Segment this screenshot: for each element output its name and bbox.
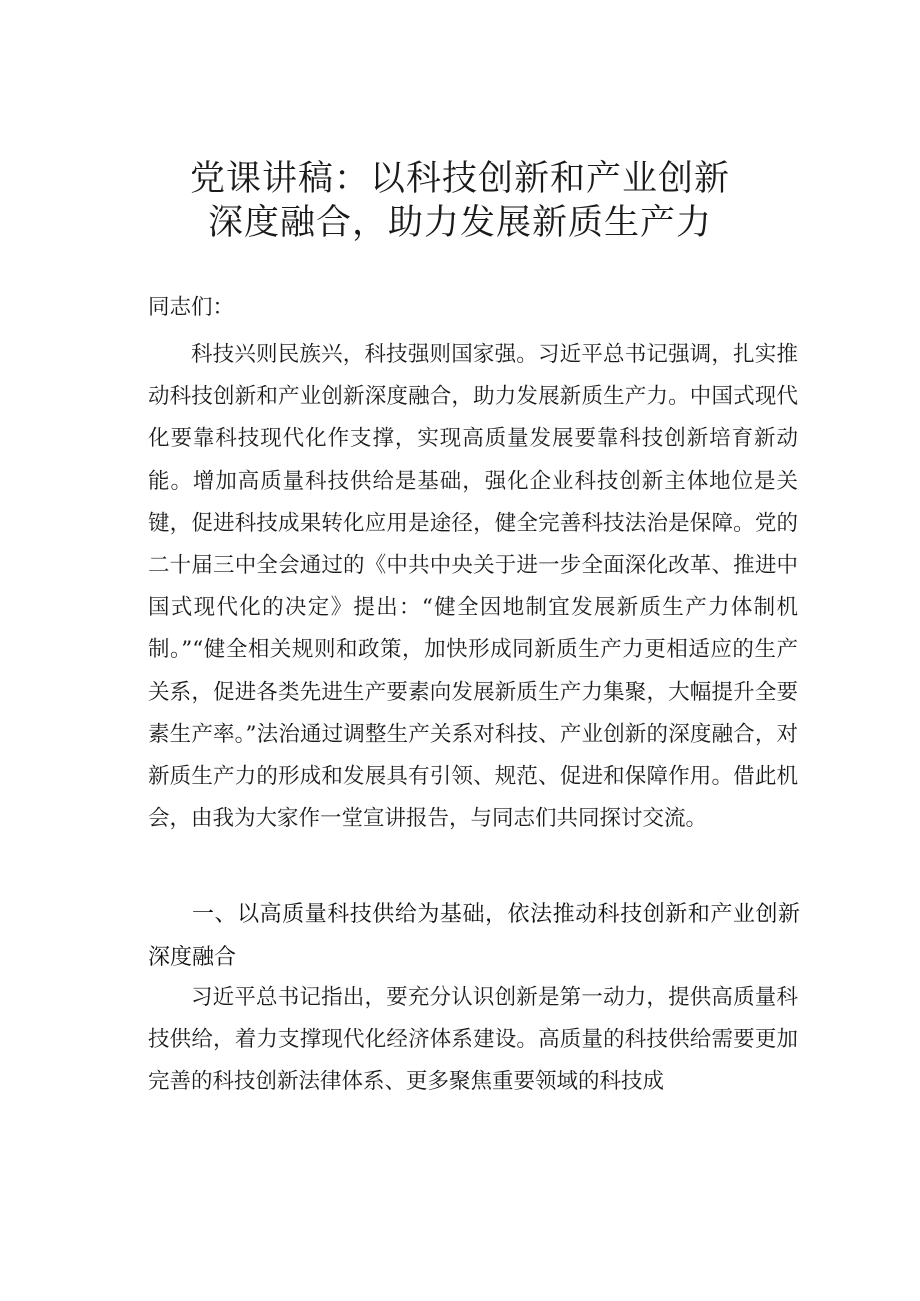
intro-paragraph: 科技兴则民族兴，科技强则国家强。习近平总书记强调，扎实推动科技创新和产业创新深度融合，助力发展新质生产力。中国式现代化要靠科技现代化作支撑，实现高质量发展要靠科技创新培育新动能。增加高质量科技供给是基础，强化企业科技创新主体地位是关键，促进科技成果转化应用是途径，健全完善科技法治是保障。党的二十届三中全会通过的《中共中央关于进一步全面深化改革、推进中国式现代化的决定》提出：“健全因地制宜发展新质生产力体制机制。”“健全相关规则和政策，加快形成同新质生产力更相适应的生产关系，促进各类先进生产要素向发展新质生产力集聚，大幅提升全要素生产率。”法治通过调整生产关系对科技、产业创新的深度融合，对新质生产力的形成和发展具有引领、规范、促进和保障作用。借此机会，由我为大家作一堂宣讲报告，与同志们共同探讨交流。: [148, 342, 798, 832]
section-1-paragraph: 习近平总书记指出，要充分认识创新是第一动力，提供高质量科技供给，着力支撑现代化经济体系建设。高质量的科技供给需要更加完善的科技创新法律体系、更多聚焦重要领域的科技成: [148, 985, 798, 1095]
section-heading-1: 一、以高质量科技供给为基础，依法推动科技创新和产业创新深度融合: [148, 902, 800, 970]
document-title-line-1: 党课讲稿：以科技创新和产业创新: [189, 159, 730, 199]
document-title-line-2: 深度融合，助力发展新质生产力: [207, 203, 712, 243]
salutation: 同志们：: [148, 295, 235, 320]
